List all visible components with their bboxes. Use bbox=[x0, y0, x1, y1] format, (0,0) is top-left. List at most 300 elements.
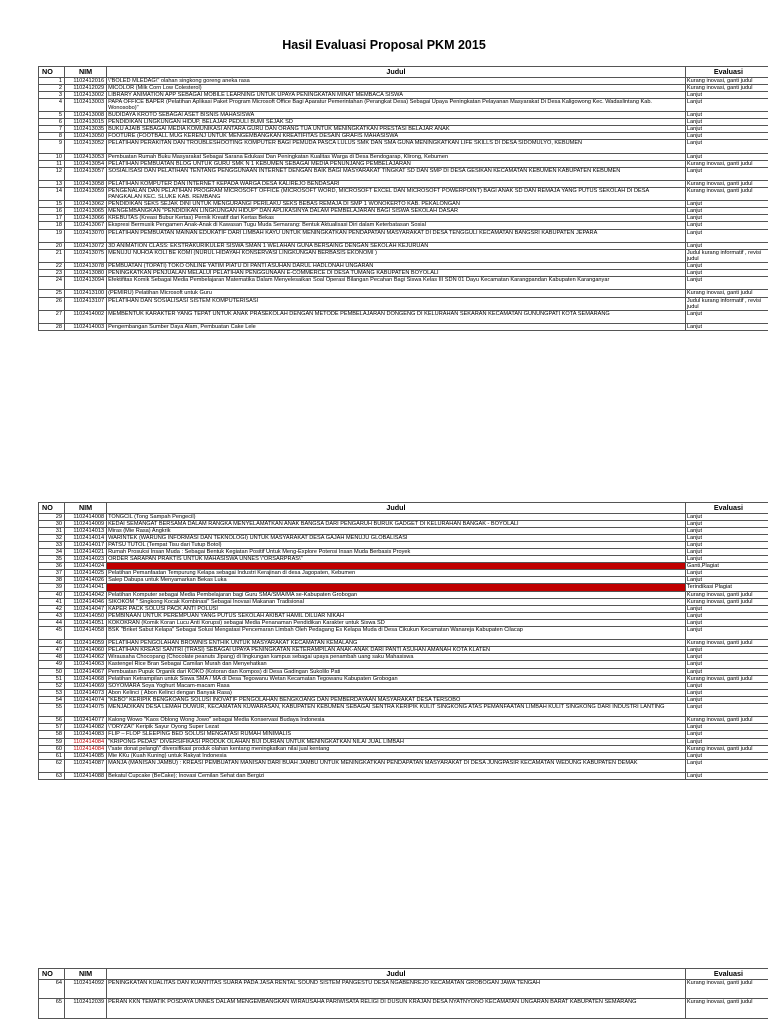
cell-no: 27 bbox=[39, 310, 65, 323]
cell-evaluasi: Judul kurang informatif , revisi judul bbox=[685, 297, 768, 310]
table-row bbox=[39, 556, 768, 563]
cell-nim: 1102414042 bbox=[65, 591, 107, 598]
cell-nim: 1102413066 bbox=[65, 215, 107, 222]
cell-judul: FOOTURE (FOOTBALL MUG KERENJ UNTUK MENGEMBANGKAN KREATIFITAS DESAIN GRAFIS MAHASISWA bbox=[107, 133, 686, 140]
table-row bbox=[39, 591, 768, 598]
cell-evaluasi: Lanjut bbox=[685, 548, 768, 555]
cell-evaluasi: Lanjut bbox=[685, 310, 768, 323]
table-row bbox=[39, 323, 768, 330]
cell-no: 50 bbox=[39, 668, 65, 675]
cell-no: 12 bbox=[39, 167, 65, 180]
cell-no: 36 bbox=[39, 563, 65, 570]
table-row bbox=[39, 126, 768, 133]
header-no: NO bbox=[39, 969, 65, 980]
cell-nim: 1102413067 bbox=[65, 222, 107, 229]
cell-no: 16 bbox=[39, 208, 65, 215]
cell-nim: 1102414062 bbox=[65, 654, 107, 661]
header-judul: Judul bbox=[107, 503, 686, 514]
cell-evaluasi: Kurang inovasi, ganti judul bbox=[685, 77, 768, 84]
table-row bbox=[39, 290, 768, 297]
cell-judul: PENGENALAN DAN PELATIHAN PROGRAM MICROSOFT OFFICE (MICROSOFT WORD, MICROSOFT EXCEL DAN MICROSOFT POWERPOINT) BAGI ANAK SD DAN REMAJA YANG PUTUS SEKOLAH DI DESA PANGKALAN KEC. SLUKE KAB. REMBANG bbox=[107, 188, 686, 201]
cell-judul: PENDIDIKAN LINGKUNGAN HIDUP, BELAJAR PEDULI BUMI SEJAK SD bbox=[107, 119, 686, 126]
cell-evaluasi: Kurang inovasi, ganti judul bbox=[685, 180, 768, 187]
table-row bbox=[39, 704, 768, 717]
cell-no: 37 bbox=[39, 570, 65, 577]
cell-no: 32 bbox=[39, 534, 65, 541]
cell-evaluasi: Lanjut bbox=[685, 731, 768, 738]
table-row bbox=[39, 584, 768, 591]
cell-judul: PELATIHAN PENGOLAHAN BROWNIS ENTHIK UNTUK MASYARAKAT KECAMATAN KEMALANG bbox=[107, 640, 686, 647]
cell-evaluasi: Lanjut bbox=[685, 98, 768, 111]
evaluation-table-1 bbox=[38, 66, 768, 331]
cell-no: 2 bbox=[39, 84, 65, 91]
table-row bbox=[39, 84, 768, 91]
cell-judul: Kastengel Rice Bran Sebagai Camilan Murah dan Menyehatkan bbox=[107, 661, 686, 668]
cell-nim: 1102414063 bbox=[65, 661, 107, 668]
header-row bbox=[39, 67, 768, 78]
table-row bbox=[39, 297, 768, 310]
cell-evaluasi: Lanjut bbox=[685, 277, 768, 290]
cell-judul: PELATIHAN DAN SOSIALISASI SISTEM KOMPUTERISASI bbox=[107, 297, 686, 310]
cell-no: 23 bbox=[39, 270, 65, 277]
cell-evaluasi: Lanjut bbox=[685, 133, 768, 140]
cell-evaluasi: Lanjut bbox=[685, 513, 768, 520]
cell-nim: 1102413052 bbox=[65, 140, 107, 153]
table-row bbox=[39, 208, 768, 215]
cell-nim: 1102414021 bbox=[65, 548, 107, 555]
header-row bbox=[39, 969, 768, 980]
cell-nim: 1102414069 bbox=[65, 682, 107, 689]
cell-judul: PATSU TUTOL (Tempat Tisu dari Tutup Botol) bbox=[107, 541, 686, 548]
table-row bbox=[39, 91, 768, 98]
table-row bbox=[39, 675, 768, 682]
cell-no: 18 bbox=[39, 222, 65, 229]
cell-nim: 1102414060 bbox=[65, 647, 107, 654]
cell-nim: 1102414002 bbox=[65, 310, 107, 323]
table-row bbox=[39, 647, 768, 654]
cell-no: 65 bbox=[39, 999, 65, 1019]
cell-judul: MICOLOR (Milk Corn Low Colesterol) bbox=[107, 84, 686, 91]
cell-nim: 1102413035 bbox=[65, 126, 107, 133]
cell-judul: Wirausaha Chocopang (Chocolate peanuts Jipang) di lingkungan kampus sebagai upaya penambah uang saku Mahasiswa bbox=[107, 654, 686, 661]
table-row bbox=[39, 167, 768, 180]
table-row bbox=[39, 745, 768, 752]
cell-judul: PENINGKATKAN PENJUALAN MELALUI PELATIHAN PENGGUNAAN E-COMMERCE DI DESA TUMANG KABUPATEN BOYOLALI bbox=[107, 270, 686, 277]
cell-no: 52 bbox=[39, 682, 65, 689]
cell-evaluasi: Lanjut bbox=[685, 541, 768, 548]
cell-nim: 1102412029 bbox=[65, 84, 107, 91]
cell-evaluasi: Lanjut bbox=[685, 520, 768, 527]
cell-evaluasi: Lanjut bbox=[685, 222, 768, 229]
header-no: NO bbox=[39, 503, 65, 514]
table-row bbox=[39, 682, 768, 689]
cell-no: 8 bbox=[39, 133, 65, 140]
cell-nim: 1102413107 bbox=[65, 297, 107, 310]
table-row bbox=[39, 277, 768, 290]
cell-nim: 1102413050 bbox=[65, 133, 107, 140]
table-row bbox=[39, 772, 768, 779]
cell-evaluasi: Kurang inovasi, ganti judul bbox=[685, 598, 768, 605]
header-evaluasi: Evaluasi bbox=[685, 969, 768, 980]
cell-judul: 3D ANIMATION CLASS: EKSTRAKURIKULER SISWA SMAN 1 WELAHAN GUNA BERSAING DENGAN SEKOLAH KEJURUAN bbox=[107, 242, 686, 249]
cell-no: 42 bbox=[39, 605, 65, 612]
cell-judul: Pelatihan Komputer sebagai Media Pembelajaran bagi Guru SMA/SMA/MA se-Kabupaten Grobogan bbox=[107, 591, 686, 598]
cell-evaluasi: Lanjut bbox=[685, 724, 768, 731]
cell-evaluasi: Kurang inovasi, ganti judul bbox=[685, 160, 768, 167]
cell-judul: "KRIPONG PEDAS" DIVERSIFIKASI PRODUK OLAHAN BIJI DURIAN UNTUK MENINGKATKAN NILAI JUAL LIMBAH bbox=[107, 738, 686, 745]
table-row bbox=[39, 133, 768, 140]
cell-judul: Kalong Wowo "Kaos Oblong Wong Jowo" sebagai Media Konservasi Budaya Indonesia bbox=[107, 717, 686, 724]
cell-no: 14 bbox=[39, 188, 65, 201]
cell-judul: BSK "Briket Sabut Kelapa" Sebagai Solusi Mengatasi Pencemaran Limbah Oleh Pedagang Es Kelapa Muda di Desa Cikukun Kecamatan Wanareja Kabupaten Cilacap bbox=[107, 627, 686, 640]
cell-judul: SIKOKOM " Singkong Kocak Kombinasi" Sebagai Inovasi Makanan Tradisional bbox=[107, 598, 686, 605]
header-no: NO bbox=[39, 67, 65, 78]
table-row bbox=[39, 696, 768, 703]
cell-judul: \"BOLED MLEDAG\" olahan singkong goreng aneka rasa bbox=[107, 77, 686, 84]
cell-no: 62 bbox=[39, 759, 65, 772]
cell-judul: KEDAI SEMANGAT BERSAMA DALAM RANGKA MENYELAMATKAN ANAK BANGSA DARI PENGARUH BURUK GADGET DI KELURAHAN BANGAK - BOYOLALI bbox=[107, 520, 686, 527]
evaluation-table-3 bbox=[38, 968, 768, 1019]
cell-judul: BUKU AJAIB SEBAGAI MEDIA KOMUNIKASI ANTARA GURU DAN ORANG TUA UNTUK MENINGKATKAN PRESTASI BELAJAR ANAK bbox=[107, 126, 686, 133]
cell-no: 53 bbox=[39, 689, 65, 696]
cell-judul: BIOEDUKASI DENGAN MEDIA INTERAKTIF bbox=[107, 584, 686, 591]
cell-nim: 1102414085 bbox=[65, 752, 107, 759]
cell-nim: 1102413070 bbox=[65, 229, 107, 242]
table-row bbox=[39, 513, 768, 520]
cell-no: 25 bbox=[39, 290, 65, 297]
cell-judul: Pelatihan Pemanfaatan Tempurung Kelapa sebagai Industri Kerajinan di desa Jagopaten, Kebumen bbox=[107, 570, 686, 577]
cell-nim: 1102414059 bbox=[65, 640, 107, 647]
cell-nim: 1102414051 bbox=[65, 619, 107, 626]
cell-nim: 1102413065 bbox=[65, 208, 107, 215]
table-row bbox=[39, 627, 768, 640]
table-row bbox=[39, 724, 768, 731]
cell-evaluasi: Lanjut bbox=[685, 605, 768, 612]
cell-judul: MEMBENTUK KARAKTER YANG TEPAT UNTUK ANAK PRASEKOLAH DENGAN METODE PEMBELAJARAN DONGENG DI KELURAHAN SEKARAN KECAMATAN GUNUNGPATI KOTA SEMARANG bbox=[107, 310, 686, 323]
cell-no: 64 bbox=[39, 979, 65, 999]
cell-evaluasi: Lanjut bbox=[685, 577, 768, 584]
cell-no: 17 bbox=[39, 215, 65, 222]
cell-no: 40 bbox=[39, 591, 65, 598]
cell-judul: PERAN KKN TEMATIK POSDAYA UNNES DALAM MENGEMBANGKAN WIRAUSAHA PARIWISATA RELIGI DI DUSUN KRAJAN DESA NYATNYONO KECAMATAN UNGARAN BARAT KABUPATEN SEMARANG bbox=[107, 999, 686, 1019]
cell-judul: PELATIHAN KOMPUTER DAN INTERNET KEPADA WARGA DESA KALIREJO BENDASARI bbox=[107, 180, 686, 187]
cell-no: 48 bbox=[39, 654, 65, 661]
table-row bbox=[39, 979, 768, 999]
table-row bbox=[39, 598, 768, 605]
table-row bbox=[39, 153, 768, 160]
cell-evaluasi: Lanjut bbox=[685, 752, 768, 759]
cell-evaluasi: Kurang inovasi, ganti judul bbox=[685, 979, 768, 999]
cell-no: 20 bbox=[39, 242, 65, 249]
cell-nim: 1102414023 bbox=[65, 556, 107, 563]
cell-evaluasi: Lanjut bbox=[685, 772, 768, 779]
table-row bbox=[39, 548, 768, 555]
cell-evaluasi: Judul kurang informatif , revisi judul bbox=[685, 249, 768, 262]
cell-no: 1 bbox=[39, 77, 65, 84]
cell-judul: Mie KKu (Kuah Kuning) untuk Rakyat Indonesia bbox=[107, 752, 686, 759]
cell-evaluasi: Lanjut bbox=[685, 263, 768, 270]
cell-nim: 1102414077 bbox=[65, 717, 107, 724]
table-row bbox=[39, 242, 768, 249]
cell-no: 15 bbox=[39, 201, 65, 208]
cell-evaluasi: Kurang inovasi, ganti judul bbox=[685, 640, 768, 647]
cell-no: 49 bbox=[39, 661, 65, 668]
cell-no: 6 bbox=[39, 119, 65, 126]
cell-judul: TONGCIL (Tong Sampah Pengecil) bbox=[107, 513, 686, 520]
cell-evaluasi: Lanjut bbox=[685, 111, 768, 118]
cell-nim: 1102414050 bbox=[65, 612, 107, 619]
table-row bbox=[39, 98, 768, 111]
cell-evaluasi: Lanjut bbox=[685, 627, 768, 640]
cell-evaluasi: Lanjut bbox=[685, 270, 768, 277]
cell-judul: KAPER PACK SOLUSI PACK ANTI POLUSI bbox=[107, 605, 686, 612]
cell-nim: 1102413080 bbox=[65, 270, 107, 277]
cell-evaluasi: Lanjut bbox=[685, 738, 768, 745]
cell-nim: 1102414003 bbox=[65, 323, 107, 330]
table-row bbox=[39, 619, 768, 626]
cell-judul: BUDIDAYA KROTO SEBAGAI ASET BISNIS MAHASISWA bbox=[107, 111, 686, 118]
cell-no: 63 bbox=[39, 772, 65, 779]
cell-nim: 1102412039 bbox=[65, 999, 107, 1019]
table-row bbox=[39, 661, 768, 668]
cell-no: 31 bbox=[39, 527, 65, 534]
cell-nim: 1102414084 bbox=[65, 745, 107, 752]
cell-judul: PEMBINAAN UNTUK PEREMPUAN YANG PUTUS SEKOLAH AKIBAT HAMIL DILUAR NIKAH bbox=[107, 612, 686, 619]
cell-nim: 1102413015 bbox=[65, 119, 107, 126]
cell-judul: Pengembangan Sumber Daya Alam, Pembuatan Cake Lele bbox=[107, 323, 686, 330]
cell-nim: 1102414017 bbox=[65, 541, 107, 548]
cell-evaluasi: Lanjut bbox=[685, 126, 768, 133]
cell-nim: 1102414047 bbox=[65, 605, 107, 612]
cell-judul: Miras (Mie Rasa) Angkrik bbox=[107, 527, 686, 534]
cell-nim: 1102414024 bbox=[65, 563, 107, 570]
cell-evaluasi: Lanjut bbox=[685, 91, 768, 98]
cell-judul: Salep Dabupa untuk Menyamarkan Bekas Luka bbox=[107, 577, 686, 584]
cell-evaluasi: Kurang inovasi, ganti judul bbox=[685, 84, 768, 91]
table-row bbox=[39, 77, 768, 84]
cell-judul: PELATIHAN PEMBUATAN BLOG UNTUK GURU SMK N 1 KEBUMEN SEBAGAI MEDIA PENUNJANG PEMBELAJARAN bbox=[107, 160, 686, 167]
cell-no: 57 bbox=[39, 724, 65, 731]
cell-no: 24 bbox=[39, 277, 65, 290]
cell-judul: "KEBO" KERIPIK BENGKOANG SOLUSI INOVATIF PENGOLAHAN BENGKOANG DAN PEMBERDAYAAN MASYARAKAT DESA TERSOBO bbox=[107, 696, 686, 703]
cell-nim: 1102414092 bbox=[65, 979, 107, 999]
cell-evaluasi: Lanjut bbox=[685, 534, 768, 541]
cell-evaluasi: Lanjut bbox=[685, 323, 768, 330]
cell-nim: 1102414068 bbox=[65, 675, 107, 682]
header-evaluasi: Evaluasi bbox=[685, 67, 768, 78]
cell-nim: 1102414025 bbox=[65, 570, 107, 577]
cell-nim: 1102414009 bbox=[65, 520, 107, 527]
evaluation-table-2 bbox=[38, 502, 768, 780]
table-row bbox=[39, 738, 768, 745]
cell-no: 21 bbox=[39, 249, 65, 262]
cell-no: 44 bbox=[39, 619, 65, 626]
cell-nim: 1102413059 bbox=[65, 188, 107, 201]
cell-no: 28 bbox=[39, 323, 65, 330]
table-row bbox=[39, 570, 768, 577]
cell-judul: PENINGKATAN KUALITAS DAN KUANTITAS SUARA PADA JASA RENTAL SOUND SISTEM PANGESTU DESA NGABENREJO KECAMATAN GROBOGAN JAWA TENGAH bbox=[107, 979, 686, 999]
cell-judul: KOKOKRAN (Komik Koran Lucu Anti Korupsi) sebagai Media Penanaman Pendidikan Karakter untuk Siswa SD bbox=[107, 619, 686, 626]
table-row bbox=[39, 140, 768, 153]
cell-evaluasi: Lanjut bbox=[685, 167, 768, 180]
cell-no: 10 bbox=[39, 153, 65, 160]
header-row bbox=[39, 503, 768, 514]
cell-nim: 1102414087 bbox=[65, 759, 107, 772]
cell-evaluasi: Lanjut bbox=[685, 759, 768, 772]
cell-evaluasi: Terindikasi Plagiat bbox=[685, 584, 768, 591]
cell-evaluasi: Ganti,Plagiat bbox=[685, 563, 768, 570]
table-row bbox=[39, 752, 768, 759]
cell-no: 7 bbox=[39, 126, 65, 133]
cell-evaluasi: Lanjut bbox=[685, 215, 768, 222]
table-row bbox=[39, 215, 768, 222]
cell-judul: Efektifitas Komik Sebagai Media Pembelajaran Matematika Dalam Menyelesaikan Soal Operasi Bilangan Pecahan Bagi Siswa Kelas III SDN 01 Dayu Kecamatan Karangpandan Kabupaten Karanganyar bbox=[107, 277, 686, 290]
table-row bbox=[39, 249, 768, 262]
cell-judul: Ekspresi Bermusik Pengamen Anak-Anak di Kawasan Tugu Muda Semarang: Bentuk Aktualisasi Diri dalam Keterbatasan Sosial bbox=[107, 222, 686, 229]
cell-judul: MENGEMBANGKAN "PENDIDIKAN LINGKUNGAN HIDUP" DAN APLIKASINYA DALAM PEMBELAJARAN BAGI SISWA SEKOLAH DASAR bbox=[107, 208, 686, 215]
cell-nim: 1102413008 bbox=[65, 111, 107, 118]
cell-nim: 1102414074 bbox=[65, 696, 107, 703]
cell-no: 41 bbox=[39, 598, 65, 605]
cell-evaluasi: Kurang inovasi, ganti judul bbox=[685, 717, 768, 724]
cell-judul: Rumah Prosuksi Insan Muda : Sebagai Bentuk Kegiatan Positif Untuk Meng-Explore Potensi Insan Muda Berbasis Proyek bbox=[107, 548, 686, 555]
cell-nim: 1102413100 bbox=[65, 290, 107, 297]
cell-nim: 1102412016 bbox=[65, 77, 107, 84]
cell-evaluasi: Lanjut bbox=[685, 242, 768, 249]
cell-no: 30 bbox=[39, 520, 65, 527]
table-row bbox=[39, 180, 768, 187]
table-row bbox=[39, 534, 768, 541]
cell-judul: PENDIDIKAN SEKS SEJAK DINI UNTUK MENGURANGI PERILAKU SEKS BEBAS REMAJA DI SMP 1 WONOKERTO KAB. PEKALONGAN bbox=[107, 201, 686, 208]
table-row bbox=[39, 527, 768, 534]
cell-nim: 1102414073 bbox=[65, 689, 107, 696]
table-row bbox=[39, 612, 768, 619]
table-row bbox=[39, 270, 768, 277]
cell-nim: 1102414008 bbox=[65, 513, 107, 520]
cell-judul: KREBUTAS (Kreasi Bubur Kertas) Pernik Kreatif dari Kertas Bekas bbox=[107, 215, 686, 222]
table-row bbox=[39, 188, 768, 201]
cell-no: 45 bbox=[39, 627, 65, 640]
cell-no: 5 bbox=[39, 111, 65, 118]
cell-evaluasi: Lanjut bbox=[685, 229, 768, 242]
cell-no: 29 bbox=[39, 513, 65, 520]
cell-judul: LIBRARY ANIMATION APP SEBAGAI MOBILE LEARNING UNTUK UPAYA PENINGKATAN MINAT MEMBACA SISWA bbox=[107, 91, 686, 98]
cell-judul: \"sate donat pelangi\" diversifikasi produk olahan kentang meningkatkan nilai jual kentang bbox=[107, 745, 686, 752]
cell-judul: PELATIHAN PEMBUATAN BAHAN AJAR GURU SEKOLAH DASAR BERBASIS TEKNOLOGI bbox=[107, 563, 686, 570]
cell-judul: (PEMIRU) Pelatihan Microsoft untuk Guru bbox=[107, 290, 686, 297]
cell-no: 61 bbox=[39, 752, 65, 759]
cell-evaluasi: Lanjut bbox=[685, 153, 768, 160]
cell-evaluasi: Kurang inovasi, ganti judul bbox=[685, 188, 768, 201]
header-evaluasi: Evaluasi bbox=[685, 503, 768, 514]
cell-judul: PEMBUATAN (TOPATI) TOKO ONLINE YATIM PIATU DI PANTI ASUHAN DARUL HADLONAH UNGARAN bbox=[107, 263, 686, 270]
table-row bbox=[39, 563, 768, 570]
cell-judul: MENJADIKAN DESA LEMAH DUWUR, KECAMATAN KUWARASAN, KABUPATEN KEBUMEN SEBAGAI SENTRA KERIPIK KULIT SINGKONG ATAS PEMANFAATAN LIMBAH KULIT SINGKONG DARI INDUSTRI LANTING bbox=[107, 704, 686, 717]
cell-nim: 1102413003 bbox=[65, 98, 107, 111]
cell-no: 4 bbox=[39, 98, 65, 111]
cell-nim: 1102414084 bbox=[65, 738, 107, 745]
cell-nim: 1102413058 bbox=[65, 180, 107, 187]
cell-evaluasi: Kurang inovasi, ganti judul bbox=[685, 745, 768, 752]
cell-nim: 1102413054 bbox=[65, 160, 107, 167]
cell-nim: 1102414041 bbox=[65, 584, 107, 591]
cell-judul: SOYOMARA Soya Yoghurt Macam-macam Rasa bbox=[107, 682, 686, 689]
table-row bbox=[39, 654, 768, 661]
cell-nim: 1102413062 bbox=[65, 201, 107, 208]
cell-evaluasi: Lanjut bbox=[685, 668, 768, 675]
cell-evaluasi: Lanjut bbox=[685, 119, 768, 126]
cell-nim: 1102414088 bbox=[65, 772, 107, 779]
cell-nim: 1102414067 bbox=[65, 668, 107, 675]
cell-evaluasi: Lanjut bbox=[685, 201, 768, 208]
cell-no: 47 bbox=[39, 647, 65, 654]
cell-evaluasi: Kurang inovasi, ganti judul bbox=[685, 675, 768, 682]
table-row bbox=[39, 605, 768, 612]
table-row bbox=[39, 201, 768, 208]
cell-no: 11 bbox=[39, 160, 65, 167]
cell-no: 39 bbox=[39, 584, 65, 591]
cell-no: 59 bbox=[39, 738, 65, 745]
cell-no: 38 bbox=[39, 577, 65, 584]
cell-nim: 1102413078 bbox=[65, 263, 107, 270]
cell-evaluasi: Lanjut bbox=[685, 704, 768, 717]
cell-judul: PELATIHAN PEMBUATAN MAINAN EDUKATIF DARI LIMBAH KAYU UNTUK MENINGKATKAN PENDAPATAN MASYARAKAT DI DESA TENGGULI KECAMATAN BANGSRI KABUPATEN JEPARA bbox=[107, 229, 686, 242]
cell-no: 34 bbox=[39, 548, 65, 555]
cell-no: 56 bbox=[39, 717, 65, 724]
cell-nim: 1102414058 bbox=[65, 627, 107, 640]
cell-evaluasi: Lanjut bbox=[685, 556, 768, 563]
document-title: Hasil Evaluasi Proposal PKM 2015 bbox=[282, 38, 486, 52]
cell-nim: 1102414013 bbox=[65, 527, 107, 534]
table-row bbox=[39, 577, 768, 584]
cell-judul: \"ORYZA\" Keripik Sayur Oyong Super Lezat bbox=[107, 724, 686, 731]
cell-judul: ORDER SARAPAN PRAKTIS UNTUK MAHASISWA UNNES \"ORSARPRAS\" bbox=[107, 556, 686, 563]
cell-no: 43 bbox=[39, 612, 65, 619]
table-row bbox=[39, 160, 768, 167]
cell-judul: FLIP – FLOP SLEEPING BED SOLUSI MENGATASI RUMAH MINIMALIS bbox=[107, 731, 686, 738]
table-row bbox=[39, 222, 768, 229]
cell-no: 55 bbox=[39, 704, 65, 717]
table-row bbox=[39, 759, 768, 772]
cell-nim: 1102413057 bbox=[65, 167, 107, 180]
cell-nim: 1102414026 bbox=[65, 577, 107, 584]
cell-judul: Pelatihan Ketrampilan untuk Siswa SMA / MA di Desa Tegowanu Wetan Kecamatan Tegowanu Kabupaten Grobogan bbox=[107, 675, 686, 682]
table-row bbox=[39, 668, 768, 675]
header-nim: NIM bbox=[65, 67, 107, 78]
cell-nim: 1102414046 bbox=[65, 598, 107, 605]
cell-evaluasi: Kurang inovasi, ganti judul bbox=[685, 999, 768, 1019]
table-row bbox=[39, 541, 768, 548]
header-nim: NIM bbox=[65, 969, 107, 980]
cell-judul: PAPA OFFICE BAPER (Pelatihan Aplikasi Paket Program Microsoft Office Bagi Aparatur Pemerintahan (Perangkat Desa) Sebagai Upaya Peningkatan Pelayanan Masyarakat Di Desa Kaligowong Kec. Wadaslintang Kab. Wonosobo)" bbox=[107, 98, 686, 111]
table-row bbox=[39, 119, 768, 126]
cell-evaluasi: Lanjut bbox=[685, 696, 768, 703]
cell-evaluasi: Kurang inovasi, ganti judul bbox=[685, 591, 768, 598]
cell-judul: Abon Kelinci ( Abon Kelinci dengan Banyak Rasa) bbox=[107, 689, 686, 696]
cell-no: 58 bbox=[39, 731, 65, 738]
cell-judul: MANJA (MANISAN JAMBU) : KREASI PEMBUATAN MANISAN DARI BUAH JAMBU UNTUK MENINGKATKAN PENDAPATAN MASYARAKAT DI DESA JUNGPASIR KECAMATAN WEDUNG KABUPATEN DEMAK bbox=[107, 759, 686, 772]
cell-evaluasi: Lanjut bbox=[685, 612, 768, 619]
cell-evaluasi: Lanjut bbox=[685, 570, 768, 577]
table-row bbox=[39, 640, 768, 647]
cell-no: 51 bbox=[39, 675, 65, 682]
cell-no: 46 bbox=[39, 640, 65, 647]
cell-no: 35 bbox=[39, 556, 65, 563]
cell-no: 54 bbox=[39, 696, 65, 703]
cell-nim: 1102413094 bbox=[65, 277, 107, 290]
table-row bbox=[39, 263, 768, 270]
table-row bbox=[39, 717, 768, 724]
